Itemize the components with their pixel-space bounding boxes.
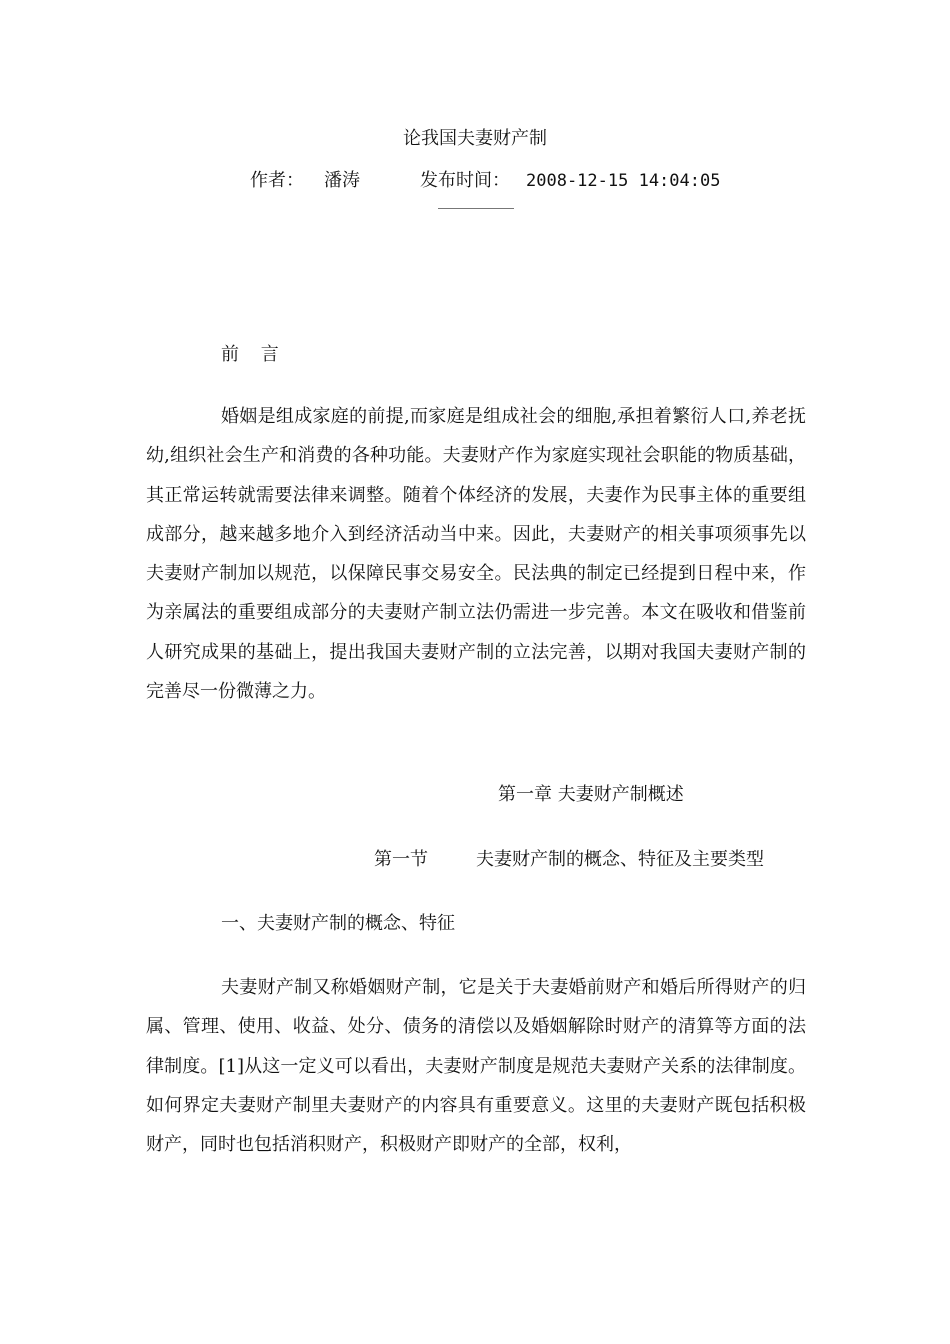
preface-heading: 前 言 <box>221 344 287 365</box>
title-divider <box>438 208 514 209</box>
chapter-heading: 第一章 夫妻财产制概述 <box>498 784 684 805</box>
publish-time-value: 2008-12-15 14:04:05 <box>526 171 721 191</box>
body-paragraph: 夫妻财产制又称婚姻财产制，它是关于夫妻婚前财产和婚后所得财产的归属、管理、使用、收益、处分、债务的清偿以及婚姻解除时财产的清算等方面的法律制度。[1]从这一定义可以看出，夫妻财产制度是规范夫妻财产关系的法律制度。如何界定夫妻财产制里夫妻财产的内容具有重要意义。这里的夫妻财产既包括积极财产，同时也包括消积财产，积极财产即财产的全部，权利， <box>146 977 806 1156</box>
preface-paragraph: 婚姻是组成家庭的前提,而家庭是组成社会的细胞,承担着繁衍人口,养老抚幼,组织社会生产和消费的各种功能。夫妻财产作为家庭实现社会职能的物质基础，其正常运转就需要法律来调整。随着个体经济的发展，夫妻作为民事主体的重要组成部分，越来越多地介入到经济活动当中来。因此，夫妻财产的相关事项须事先以夫妻财产制加以规范，以保障民事交易安全。民法典的制定已经提到日程中来，作为亲属法的重要组成部分的夫妻财产制立法仍需进一步完善。本文在吸收和借鉴前人研究成果的基础上，提出我国夫妻财产制的立法完善，以期对我国夫妻财产制的完善尽一份微薄之力。 <box>146 406 806 703</box>
article-meta <box>250 166 720 196</box>
subsection-heading: 一、夫妻财产制的概念、特征 <box>221 913 455 934</box>
author-name: 潘涛 <box>324 170 360 191</box>
article-title: 论我国夫妻财产制 <box>403 128 547 149</box>
section-heading <box>374 845 764 875</box>
section-title: 夫妻财产制的概念、特征及主要类型 <box>476 849 764 870</box>
section-number: 第一节 <box>374 849 428 870</box>
author-label: 作者： <box>250 170 304 191</box>
publish-time-label: 发布时间： <box>420 170 510 191</box>
